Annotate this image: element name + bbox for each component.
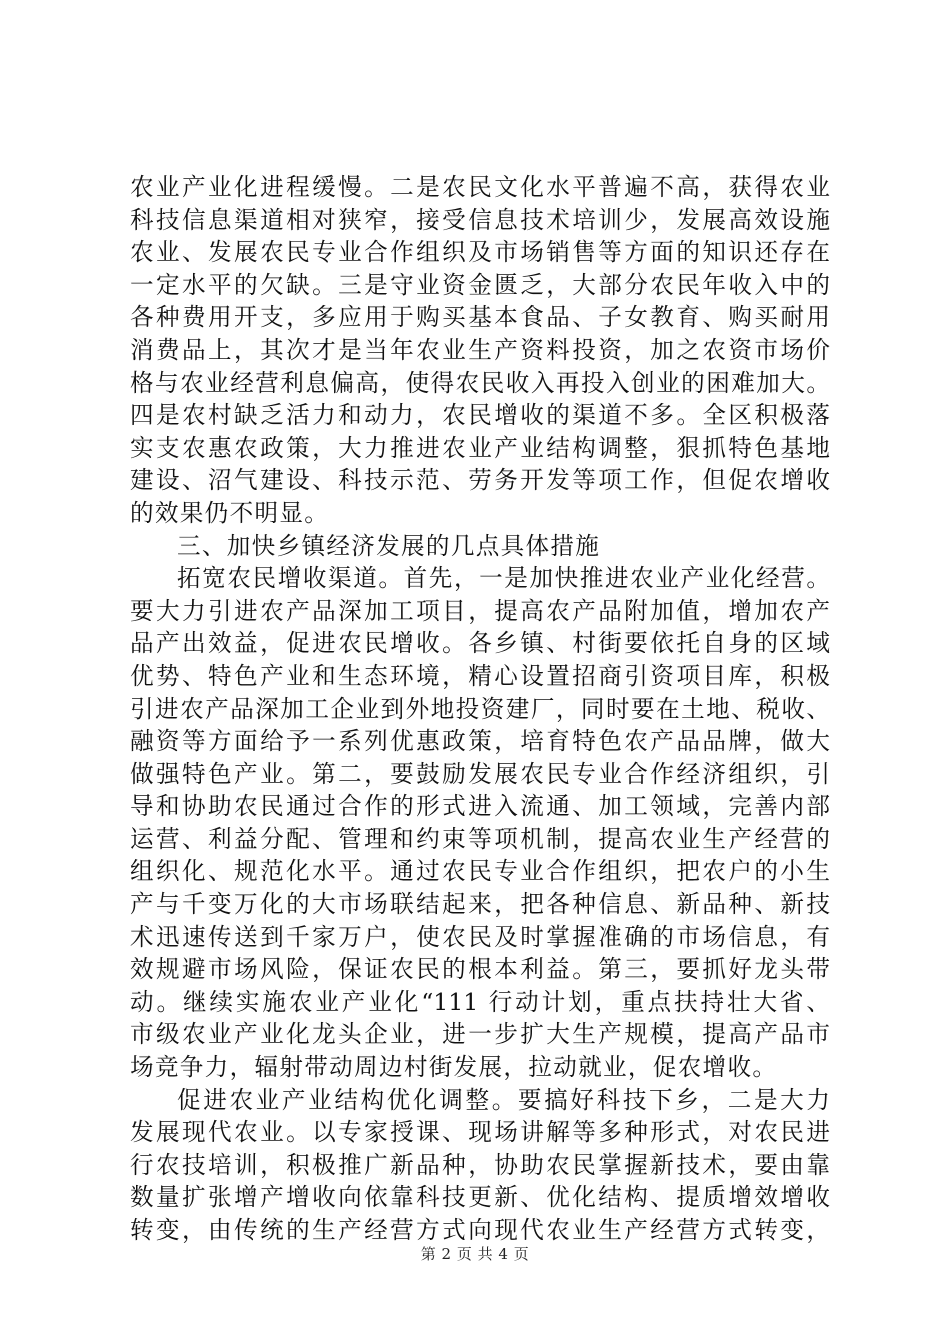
text-line: 术迅速传送到千家万户，使农民及时掌握准确的市场信息，有 — [130, 922, 830, 951]
text-line: 动。继续实施农业产业化“111 行动计划，重点扶持壮大省、 — [130, 987, 830, 1016]
text-line: 场竞争力，辐射带动周边村街发展，拉动就业，促农增收。 — [130, 1053, 778, 1082]
text-line: 产与千变万化的大市场联结起来，把各种信息、新品种、新技 — [130, 890, 830, 919]
text-line: 农业产业化进程缓慢。二是农民文化水平普遍不高，获得农业 — [130, 173, 830, 201]
page-footer: 第 2 页 共 4 页 — [420, 1245, 530, 1263]
text-line: 一定水平的欠缺。三是守业资金匮乏，大部分农民年收入中的 — [130, 270, 830, 299]
text-line: 三、加快乡镇经济发展的几点具体措施 — [177, 531, 601, 560]
text-line: 发展现代农业。以专家授课、现场讲解等多种形式，对农民进 — [130, 1118, 830, 1147]
text-line: 消费品上，其次才是当年农业生产资料投资，加之农资市场价 — [130, 335, 830, 364]
text-line: 优势、特色产业和生态环境，精心设置招商引资项目库，积极 — [130, 661, 830, 690]
text-line: 四是农村缺乏活力和动力，农民增收的渠道不多。全区积极落 — [130, 401, 830, 430]
text-line: 市级农业产业化龙头企业，进一步扩大生产规模，提高产品市 — [130, 1020, 830, 1049]
text-line: 格与农业经营利息偏高，使得农民收入再投入创业的困难加大。 — [130, 368, 830, 397]
text-line: 导和协助农民通过合作的形式进入流通、加工领域，完善内部 — [130, 792, 830, 821]
text-line: 科技信息渠道相对狭窄，接受信息技术培训少，发展高效设施 — [130, 205, 830, 234]
text-line: 农业、发展农民专业合作组织及市场销售等方面的知识还存在 — [130, 238, 830, 267]
text-line: 运营、利益分配、管理和约束等项机制，提高农业生产经营的 — [130, 824, 830, 853]
text-line: 品产出效益，促进农民增收。各乡镇、村街要依托自身的区域 — [130, 629, 830, 658]
body-text — [130, 171, 830, 1247]
text-line: 的效果仍不明显。 — [130, 498, 330, 527]
text-line: 数量扩张增产增收向依靠科技更新、优化结构、提质增效增收 — [130, 1183, 830, 1212]
text-line: 融资等方面给予一系列优惠政策，培育特色农产品品牌，做大 — [130, 727, 830, 756]
text-line: 各种费用开支，多应用于购买基本食品、子女教育、购买耐用 — [130, 303, 830, 332]
text-line: 转变，由传统的生产经营方式向现代农业生产经营方式转变， — [130, 1216, 830, 1244]
text-line: 效规避市场风险，保证农民的根本利益。第三，要抓好龙头带 — [130, 955, 830, 984]
text-line: 引进农产品深加工企业到外地投资建厂，同时要在土地、税收、 — [130, 694, 830, 723]
text-line: 要大力引进农产品深加工项目，提高农产品附加值，增加农产 — [130, 596, 830, 625]
text-line: 组织化、规范化水平。通过农民专业合作组织，把农户的小生 — [130, 857, 830, 886]
text-line: 促进农业产业结构优化调整。要搞好科技下乡，二是大力 — [177, 1085, 830, 1114]
text-line: 做强特色产业。第二，要鼓励发展农民专业合作经济组织，引 — [130, 759, 830, 788]
text-line: 实支农惠农政策，大力推进农业产业结构调整，狠抓特色基地 — [130, 433, 830, 462]
text-line: 拓宽农民增收渠道。首先，一是加快推进农业产业化经营。 — [177, 564, 830, 593]
text-line: 建设、沼气建设、科技示范、劳务开发等项工作，但促农增收 — [130, 466, 830, 495]
text-line: 行农技培训，积极推广新品种，协助农民掌握新技术，要由靠 — [130, 1150, 830, 1179]
